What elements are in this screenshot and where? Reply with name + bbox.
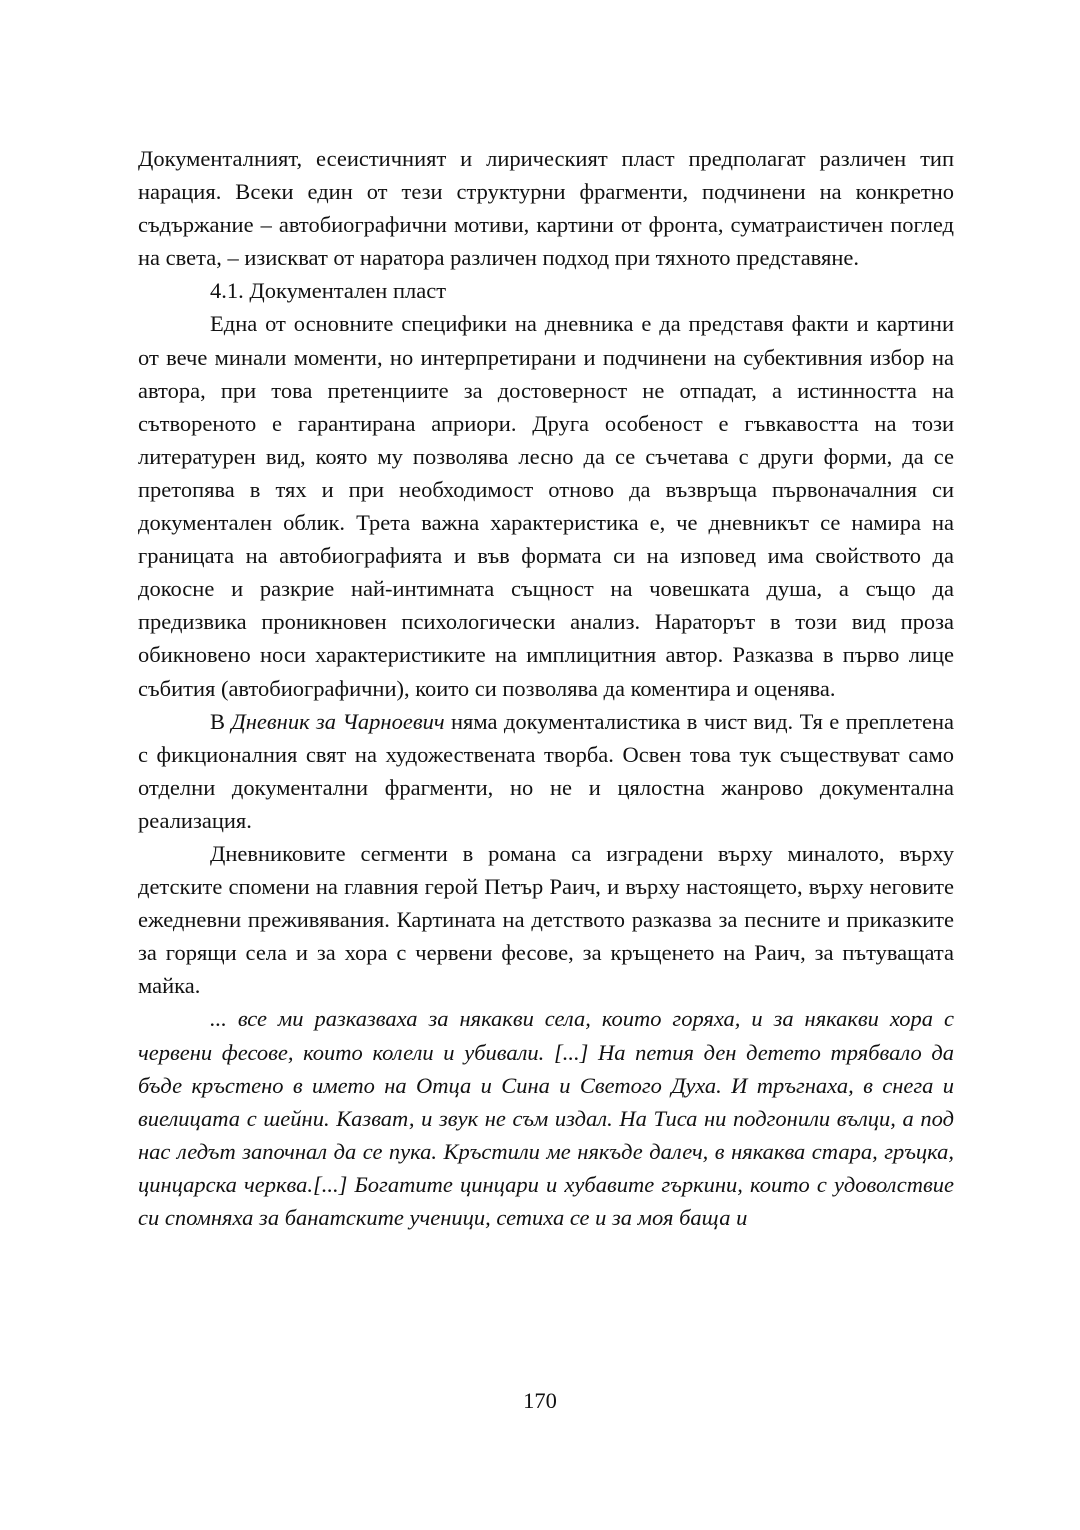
diary-segments-paragraph: Дневниковите сегменти в романа са изградени върху миналото, върху детските спомени на главния герой Петър Раич, и върху настоящето, върху неговите ежедневни преживявания. Картината на детството разказва за песните и приказките за горящи села и за хора с червени фесове, за кръщенето на Раич, за пътуващата майка. <box>138 840 954 999</box>
intro-paragraph: Документалният, есеистичният и лирическият пласт предполагат различен тип нарация. Всеки един от тези структурни фрагменти, подчинени на конкретно съдържание – автобиографични мотиви, картини от фронта, суматраистичен поглед на света, – изискват от наратора различен подход при тяхното представяне. <box>138 146 954 271</box>
diary-specifics-paragraph: Една от основните специфики на дневника е да представя факти и картини от вече минали моменти, но интерпретирани и подчинени на субективния избор на автора, при това претенциите за достоверност не отпадат, а истинността на сътвореното е гарантирана априори. Друга особеност е гъвкавостта на този литературен вид, която му позволява лесно да се съчетава с други форми, да се претопява в тях и при необходимост отново да възвръща първоначалния си документален облик. Трета важна характеристика е, че дневникът се намира на границата на автобиографията и във формата си на изповед има свойството да докосне и разкрие най-интимната същност на човешката душа, а също да предизвика проникновен психологически анализ. Нараторът в този вид проза обикновено носи характеристиките на имплицитния автор. Разказва в първо лице събития (автобиографични), които си позволява да коментира и оценява. <box>138 311 954 701</box>
quotation: ... все ми разказваха за някакви села, които горяха, и за някакви хора с червени фесове, които колели и убивали. [...] На петия ден детето трябвало да бъде кръстено в името на Отца и Сина и Светого Духа. И тръгнаха, в снега и виелицата с шейни. Казват, и звук не съм издал. На Тиса ни подгонили вълци, а под нас ледът започнал да се пука. Кръстили ме някъде далеч, в някаква стара, гръцка, цинцарска черква.[...] Богатите цинцари и хубавите гъркини, които с удоволствие си спомняха за банатските ученици, сетиха се и за моя баща и <box>138 1006 954 1230</box>
work-title: Дневник за Чарноевич <box>231 708 445 734</box>
page-body <box>138 142 954 1234</box>
section-heading: 4.1. Документален пласт <box>210 278 447 304</box>
work-paragraph-prefix: В <box>210 708 232 734</box>
page-number: 170 <box>523 1388 557 1413</box>
work-paragraph-rest: няма документалистика в чист вид. Тя е преплетена с фикционалния свят на художествената творба. Освен това тук съществуват само отделни документални фрагменти, но не и цялостна жанрово документална реализация. <box>138 708 954 833</box>
work-paragraph <box>138 705 954 837</box>
